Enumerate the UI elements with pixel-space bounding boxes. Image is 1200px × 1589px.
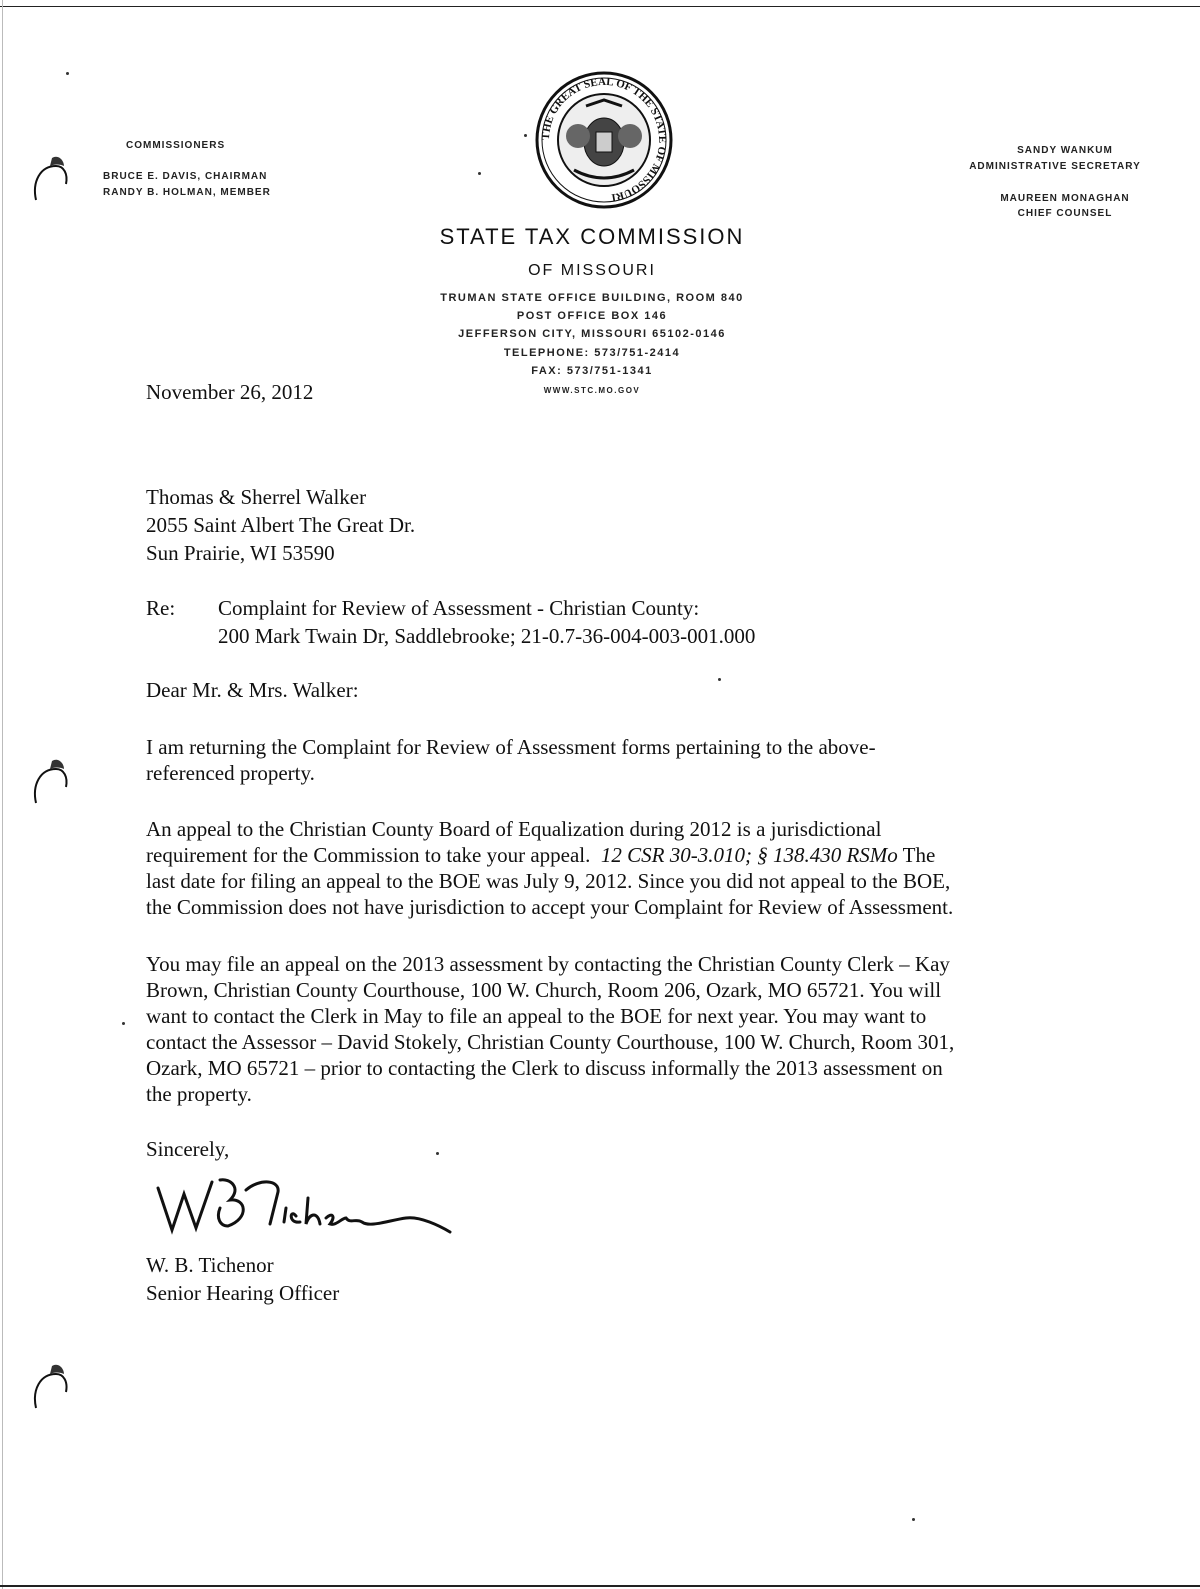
scan-speck <box>524 134 527 137</box>
paragraph-text: The <box>897 843 936 867</box>
paragraph-line: Brown, Christian County Courthouse, 100 W. Church, Room 206, Ozark, MO 65721. You will <box>146 978 942 1002</box>
counsel-name: MAUREEN MONAGHAN <box>1000 193 1130 204</box>
commissioner-chairman: BRUCE E. DAVIS, CHAIRMAN <box>103 171 268 182</box>
paragraph-line <box>146 842 1046 868</box>
hole-punch-icon <box>30 152 70 202</box>
paragraph-line: the property. <box>146 1082 252 1106</box>
agency-state: OF MISSOURI <box>528 262 656 279</box>
paragraph-line: You may file an appeal on the 2013 assessment by contacting the Christian County Clerk – Kay <box>146 952 950 976</box>
seal-lettering: THE GREAT SEAL OF THE STATE OF MISSOURI <box>539 75 669 204</box>
paragraph-line: want to contact the Clerk in May to file an appeal to the BOE for next year. You may want to <box>146 1004 927 1028</box>
paragraph-line: last date for filing an appeal to the BOE was July 9, 2012. Since you did not appeal to the BOE, <box>146 869 951 893</box>
subject-line-2: 200 Mark Twain Dr, Saddlebrooke; 21-0.7-36-004-003-001.000 <box>218 624 756 648</box>
hole-punch-icon <box>30 1360 70 1410</box>
legal-citation: 12 CSR 30-3.010; § 138.430 RSMo <box>600 843 898 867</box>
closing: Sincerely, <box>146 1137 230 1161</box>
address-po-box: POST OFFICE BOX 146 <box>516 310 668 322</box>
counsel-title: CHIEF COUNSEL <box>1017 208 1113 219</box>
telephone-number: TELEPHONE: 573/751-2414 <box>503 347 681 359</box>
fax-number: FAX: 573/751-1341 <box>531 365 653 377</box>
subject-line-1: Complaint for Review of Assessment - Christian County: <box>218 596 700 620</box>
paragraph-line: contact the Assessor – David Stokely, Christian County Courthouse, 100 W. Church, Room 301, <box>146 1030 955 1054</box>
website-url: WWW.STC.MO.GOV <box>543 386 641 395</box>
recipient-name: Thomas & Sherrel Walker <box>146 485 367 509</box>
recipient-city: Sun Prairie, WI 53590 <box>146 541 335 565</box>
secretary-name: SANDY WANKUM <box>1017 145 1113 156</box>
scan-speck <box>718 678 721 681</box>
scan-speck <box>436 1152 439 1155</box>
body-paragraph-1 <box>146 734 1046 786</box>
paragraph-line: I am returning the Complaint for Review of Assessment forms pertaining to the above- <box>146 735 876 759</box>
state-seal-icon <box>534 70 674 210</box>
body-paragraph-3 <box>146 951 1046 1107</box>
commissioners-label: COMMISSIONERS <box>126 140 226 151</box>
address-building: TRUMAN STATE OFFICE BUILDING, ROOM 840 <box>440 292 744 304</box>
salutation: Dear Mr. & Mrs. Walker: <box>146 678 359 702</box>
scan-speck <box>66 72 69 75</box>
recipient-street: 2055 Saint Albert The Great Dr. <box>146 513 416 537</box>
page-border-top <box>0 6 1200 7</box>
scan-speck <box>122 1022 125 1025</box>
commissioner-member: RANDY B. HOLMAN, MEMBER <box>103 187 271 198</box>
paragraph-text: requirement for the Commission to take your appeal. <box>146 843 601 867</box>
scan-speck <box>912 1518 915 1521</box>
scan-speck <box>478 172 481 175</box>
hole-punch-icon <box>30 755 70 805</box>
page-border-left <box>2 0 3 1589</box>
secretary-title: ADMINISTRATIVE SECRETARY <box>969 161 1141 172</box>
page-border-bottom <box>0 1585 1200 1587</box>
signer-title: Senior Hearing Officer <box>146 1281 340 1305</box>
re-label: Re: <box>146 596 176 620</box>
paragraph-line: referenced property. <box>146 761 315 785</box>
handwritten-signature <box>150 1168 470 1248</box>
signer-name: W. B. Tichenor <box>146 1253 274 1277</box>
paragraph-line: Ozark, MO 65721 – prior to contacting the Clerk to discuss informally the 2013 assessment on <box>146 1056 943 1080</box>
address-city: JEFFERSON CITY, MISSOURI 65102-0146 <box>458 328 726 340</box>
letter-date: November 26, 2012 <box>146 380 314 404</box>
paragraph-line: An appeal to the Christian County Board of Equalization during 2012 is a jurisdictional <box>146 817 882 841</box>
agency-name: STATE TAX COMMISSION <box>439 224 745 249</box>
paragraph-line: the Commission does not have jurisdiction to accept your Complaint for Review of Assessment. <box>146 895 954 919</box>
body-paragraph-2 <box>146 816 1046 920</box>
